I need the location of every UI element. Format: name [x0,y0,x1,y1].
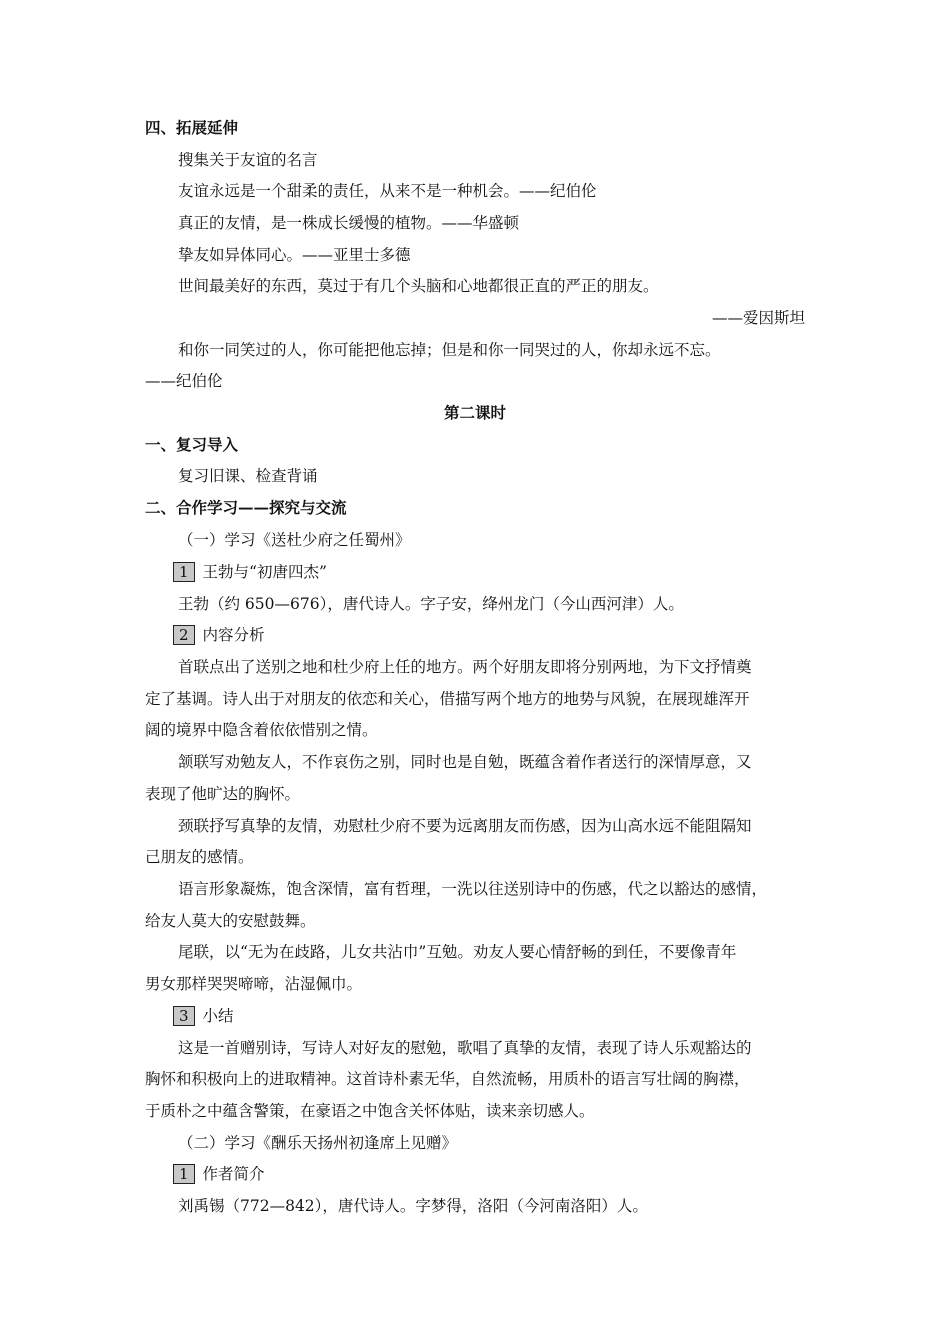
item-label: 小结 [202,1007,234,1025]
author-liuyuxi: 刘禹锡（772—842），唐代诗人。字梦得，洛阳（今河南洛阳）人。 [178,1197,648,1215]
paragraph-line: 首联点出了送别之地和杜少府上任的地方。两个好朋友即将分别两地，为下文抒情奠 [178,658,752,676]
item-label: 内容分析 [202,626,265,644]
paragraph-line: 阔的境界中隐含着依依惜别之情。 [145,721,378,739]
review-text: 复习旧课、检查背诵 [178,467,318,485]
part2-item-1 [173,1164,265,1184]
quotes-intro: 搜集关于友谊的名言 [178,151,318,169]
part1-item-3 [173,1006,234,1026]
item-label: 王勃与“初唐四杰” [202,563,327,581]
paragraph-line: 这是一首赠别诗，写诗人对好友的慰勉，歌唱了真挚的友情，表现了诗人乐观豁达的 [178,1039,752,1057]
paragraph-line: 颈联抒写真挚的友情，劝慰杜少府不要为远离朋友而伤感，因为山高水远不能阻隔知 [178,817,752,835]
paragraph-line: 颔联写劝勉友人，不作哀伤之别，同时也是自勉，既蕴含着作者送行的深情厚意，又 [178,753,752,771]
quote-gibran-2-attribution: ——纪伯伦 [145,372,223,390]
section-heading-cooperative: 二、合作学习——探究与交流 [145,498,347,517]
lesson-title: 第二课时 [443,403,506,422]
quote-einstein: 世间最美好的东西，莫过于有几个头脑和心地都很正直的严正的朋友。 [178,277,659,295]
quote-aristotle: 挚友如异体同心。——亚里士多德 [178,246,411,264]
item-number-box: 1 [173,1164,195,1184]
item-number-box: 3 [173,1006,195,1026]
paragraph-line: 定了基调。诗人出于对朋友的依恋和关心，借描写两个地方的地势与风貌，在展现雄浑开 [145,690,750,708]
item-number-box: 2 [173,625,195,645]
section-heading-extension: 四、拓展延伸 [145,118,239,137]
paragraph-line: 己朋友的感情。 [145,848,254,866]
quote-gibran-2: 和你一同笑过的人，你可能把他忘掉；但是和你一同哭过的人，你却永远不忘。 [178,341,721,359]
author-wangbo: 王勃（约 650—676），唐代诗人。字子安，绛州龙门（今山西河津）人。 [178,595,684,613]
quote-washington: 真正的友情，是一株成长缓慢的植物。——华盛顿 [178,214,520,232]
paragraph-line: 男女那样哭哭啼啼，沾湿佩巾。 [145,975,363,993]
quote-einstein-attribution: ——爱因斯坦 [711,309,805,327]
part2-title: （二）学习《酬乐天扬州初逢席上见赠》 [178,1134,458,1152]
paragraph-line: 给友人莫大的安慰鼓舞。 [145,912,316,930]
part1-title: （一）学习《送杜少府之任蜀州》 [178,531,411,549]
paragraph-line: 语言形象凝炼，饱含深情，富有哲理，一洗以往送别诗中的伤感，代之以豁达的感情， [178,880,768,898]
item-label: 作者简介 [202,1165,265,1183]
paragraph-line: 表现了他旷达的胸怀。 [145,785,301,803]
paragraph-line: 尾联，以“无为在歧路，儿女共沾巾”互勉。劝友人要心情舒畅的到任，不要像青年 [178,943,737,961]
part1-item-2 [173,625,265,645]
item-number-box: 1 [173,562,195,582]
section-heading-review: 一、复习导入 [145,435,239,454]
part1-item-1 [173,562,327,582]
quote-gibran: 友谊永远是一个甜柔的责任，从来不是一种机会。——纪伯伦 [178,182,597,200]
paragraph-line: 于质朴之中蕴含警策，在豪语之中饱含关怀体贴，读来亲切感人。 [145,1102,595,1120]
paragraph-line: 胸怀和积极向上的进取精神。这首诗朴素无华，自然流畅，用质朴的语言写壮阔的胸襟， [145,1070,750,1088]
